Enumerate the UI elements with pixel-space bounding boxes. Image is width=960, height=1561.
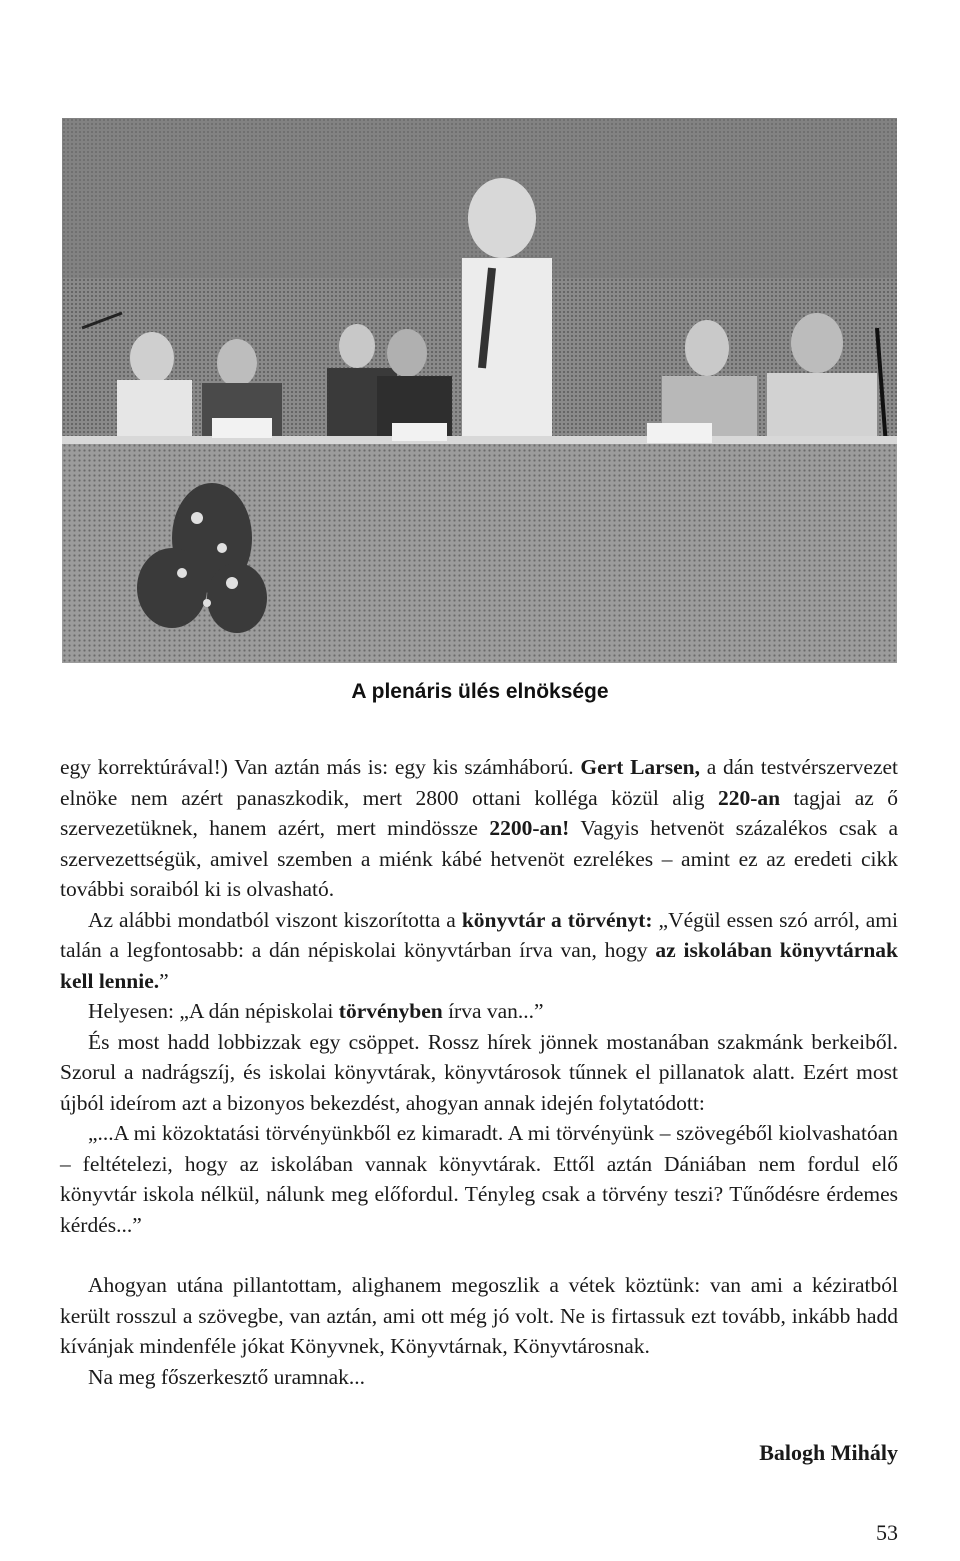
page-number: 53 [876, 1520, 898, 1545]
paragraph: Helyesen: „A dán népiskolai törvényben írva van...” [88, 999, 544, 1023]
paragraph: Na meg főszerkesztő uramnak... [88, 1364, 366, 1389]
paragraph: Ahogyan utána pillantottam, alighanem megoszlik a vétek köztünk: van ami a kéziratból került rosszul a szövegbe, van aztán, ami ott még jó volt. Ne is firtassuk ezt tovább, inkább hadd kívánjak mindenféle jókat Könyvnek, Könyvtárnak, Könyvtárosnak. [60, 1273, 898, 1358]
author-signature: Balogh Mihály [759, 1440, 898, 1465]
paragraph: És most hadd lobbizzak egy csöppet. Rossz hírek jönnek mostanában szakmánk berkeiből. Szorul a nadrágszíj, és iskolai könyvtárak, könyvtárosok tűnnek el pillanatok alatt. Ezért most újból ideírom azt a bizonyos bekezdést, ahogyan annak idején folytatódott: [60, 1029, 898, 1115]
photo-caption: A plenáris ülés elnöksége [351, 680, 609, 703]
quote-paragraph: „...A mi közoktatási törvényünkből ez kimaradt. A mi törvényünk – szövegéből kiolvashatóan – feltételezi, hogy az iskolában vannak könyvtárak. Ettől aztán Dániában nem fordul elő könyvtár iskola nélkül, nálunk meg előfordul. Tényleg csak a törvény teszi? Tűnődésre érdemes kérdés...” [60, 1121, 898, 1237]
photo-illustration [62, 118, 897, 663]
article-body [60, 752, 898, 1392]
paragraph: egy korrektúrával!) Van aztán más is: egy kis számháború. Gert Larsen, a dán testvérszervezet elnöke nem azért panaszkodik, mert 2800 ottani kolléga közül alig 220-an tagjai az ő szervezetüknek, hanem azért, mert mindössze 2200-an! Vagyis hetvenöt százalékos csak a szervezettségük, amivel szemben a miénk kábé hetvenöt ezrelékes – amint ez az eredeti cikk további soraiból ki is olvasható. [60, 755, 899, 901]
paragraph: Az alábbi mondatból viszont kiszorította a könyvtár a törvényt: „Végül essen szó arról, ami talán a legfontosabb: a dán népiskolai könyvtárban írva van, hogy az iskolában könyvtárnak kell lennie.” [60, 907, 898, 993]
bold-name: Gert Larsen, [580, 755, 700, 779]
conference-photo [62, 118, 897, 663]
